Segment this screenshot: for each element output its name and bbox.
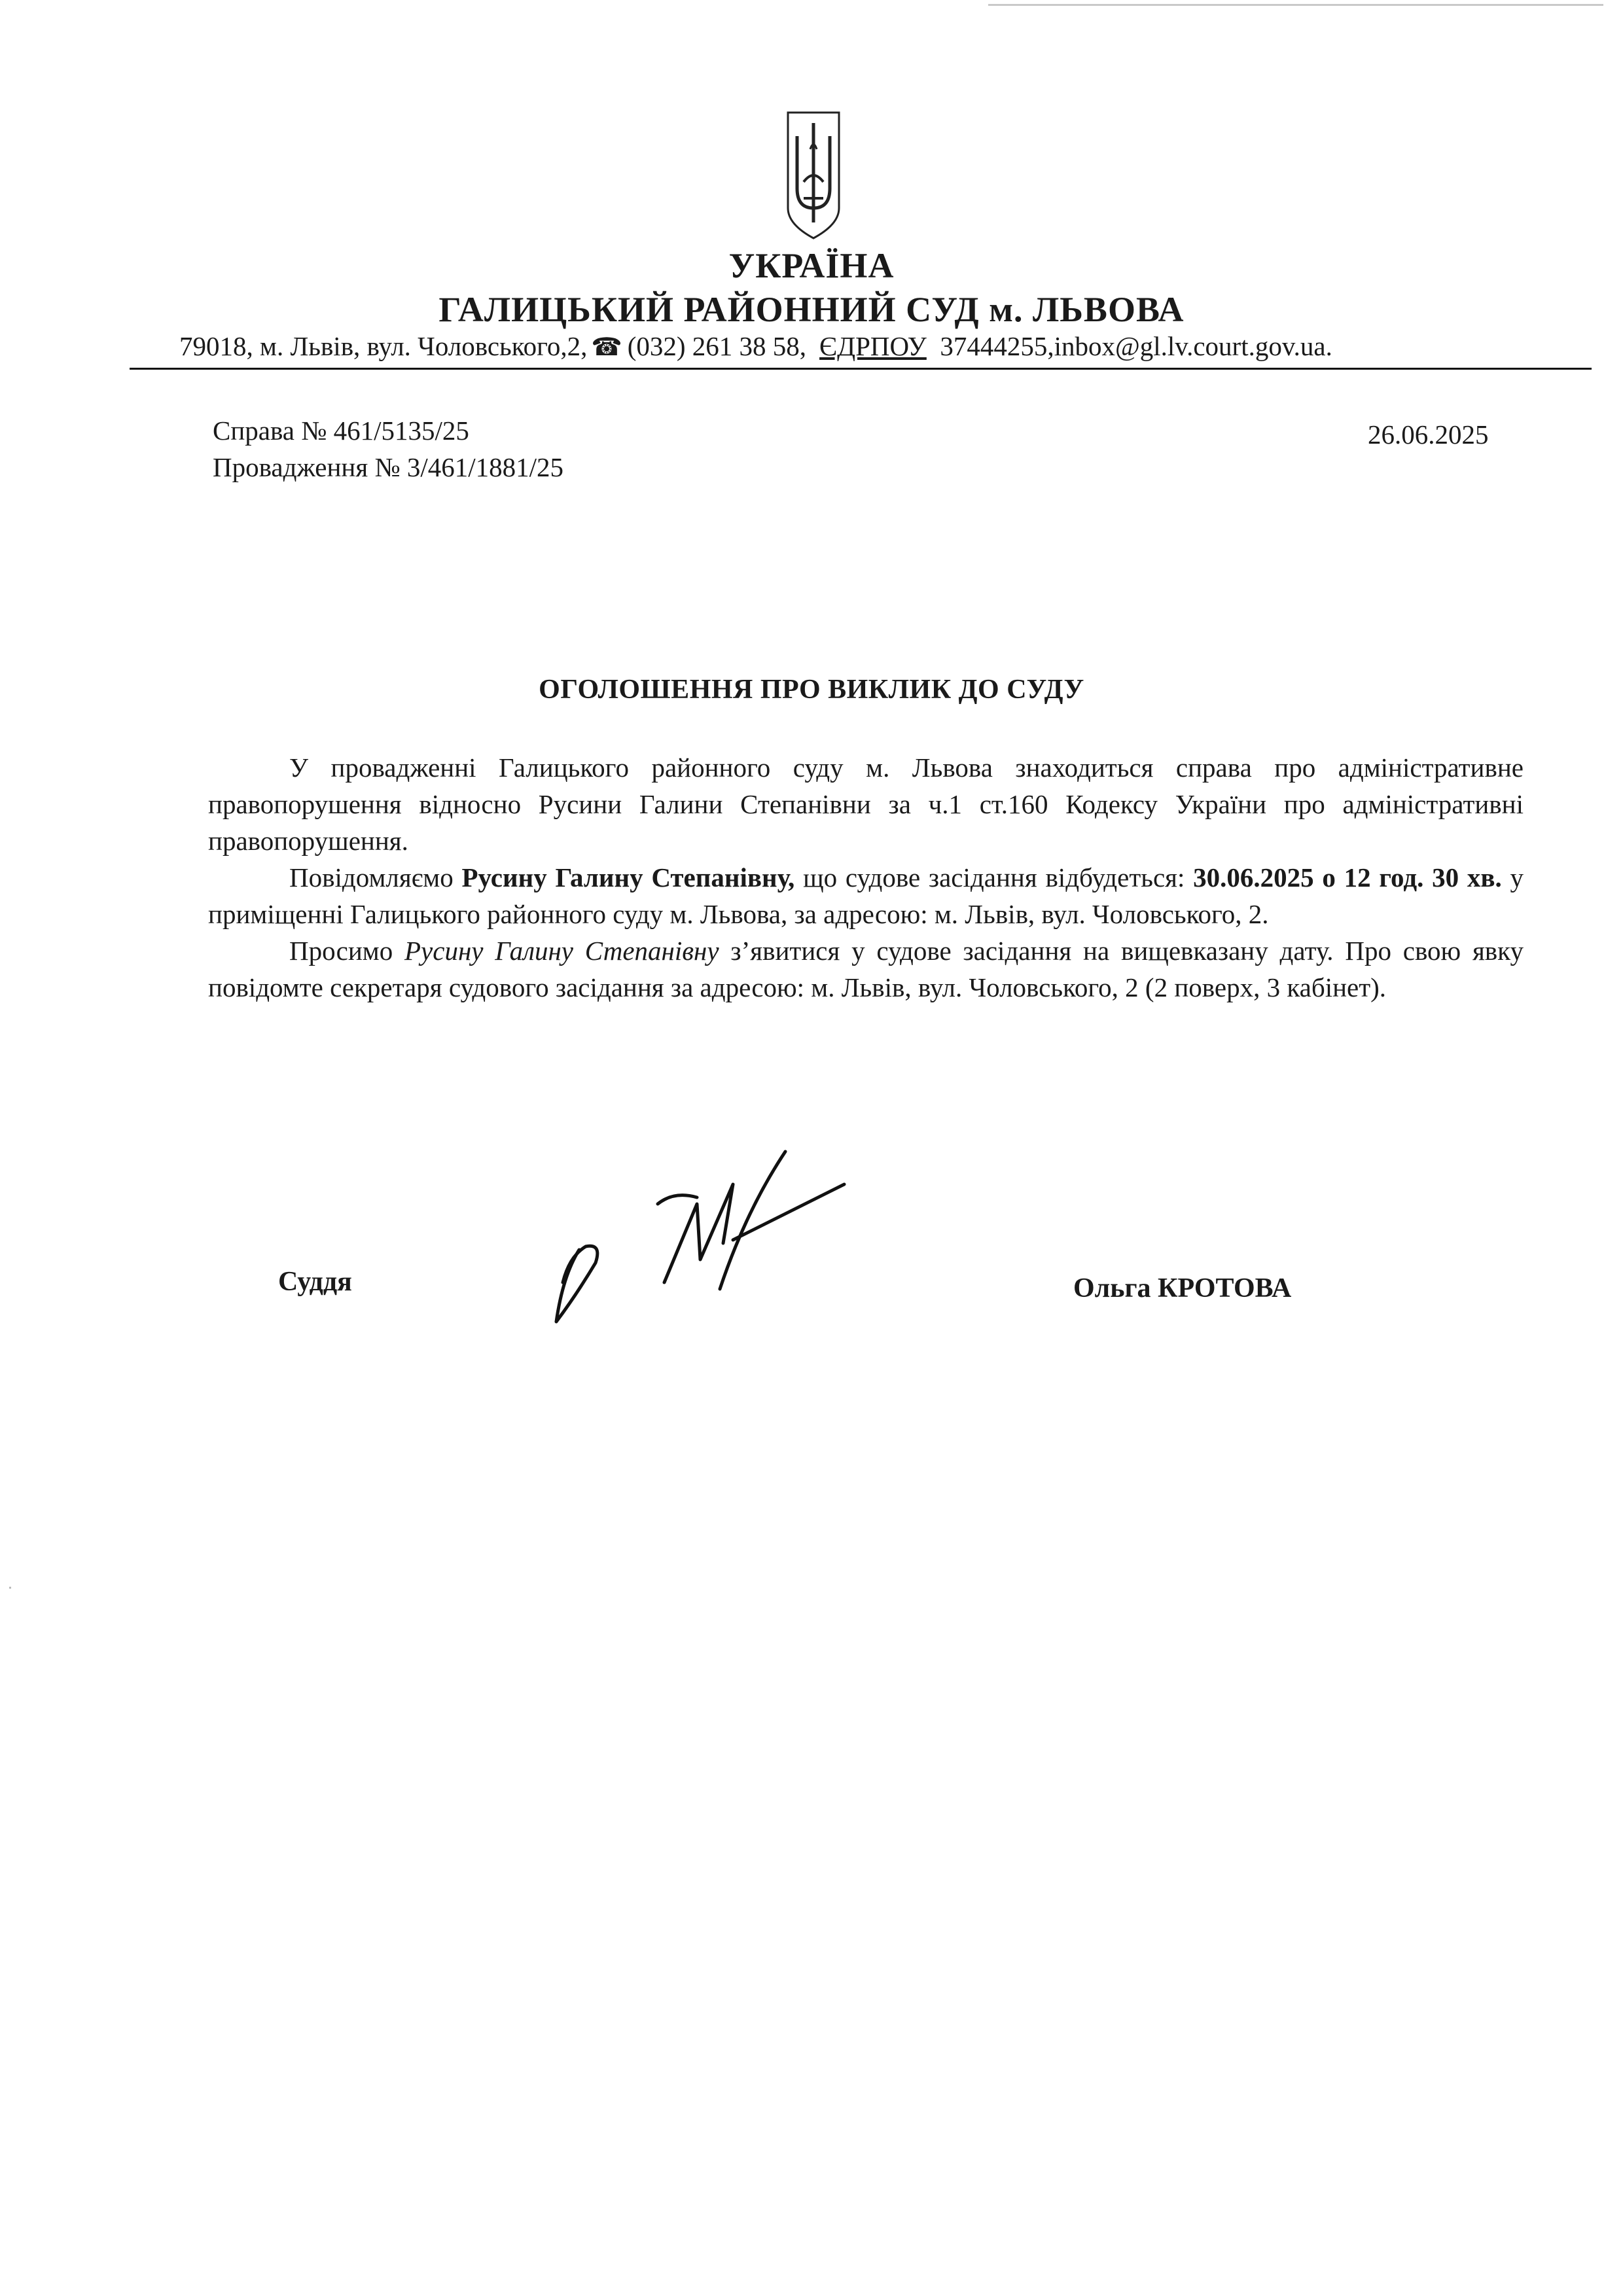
- p3-person-name: Русину Галину Степанівну: [404, 936, 719, 966]
- address-text: 79018, м. Львів, вул. Чоловського,2,: [179, 331, 588, 361]
- p2-mid: що судове засідання відбудеться:: [794, 862, 1194, 892]
- p3-end: з’явитися у судове засідання на вищевказану дату. Про свою явку повідомте секретаря судового засідання за адресою: м. Львів, вул. Чоловського, 2 (2 поверх, 3 кабінет).: [208, 936, 1524, 1002]
- phone-number: (032) 261 38 58,: [627, 331, 807, 361]
- telephone-icon: ☎: [591, 334, 622, 361]
- document-body: [208, 749, 1524, 1006]
- court-name-heading: ГАЛИЦЬКИЙ РАЙОННИЙ СУД м. ЛЬВОВА: [438, 290, 1185, 329]
- document-date: 26.06.2025: [1368, 419, 1489, 450]
- scan-edge-line: [988, 4, 1603, 6]
- p2-start: Повідомляємо: [289, 862, 462, 892]
- p3-start: Просимо: [289, 936, 405, 966]
- paragraph-2: [208, 859, 1524, 932]
- document-title: ОГОЛОШЕННЯ ПРО ВИКЛИК ДО СУДУ: [539, 675, 1084, 705]
- country-heading: УКРАЇНА: [728, 246, 895, 285]
- scan-speck: [9, 1587, 11, 1589]
- paragraph-3: [208, 932, 1524, 1006]
- p2-end: у приміщенні Галицького районного суду м. Львова, за адресою: м. Львів, вул. Чоловського, 2.: [208, 862, 1524, 929]
- case-meta: [213, 412, 563, 486]
- signer-title: Суддя: [278, 1267, 352, 1297]
- proceeding-number: Провадження № 3/461/1881/25: [213, 452, 564, 482]
- court-address-line: [179, 330, 1593, 362]
- case-number: Справа № 461/5135/25: [213, 415, 469, 446]
- header-divider: [130, 368, 1592, 370]
- handwritten-signature: [537, 1125, 877, 1341]
- edrpou-label: ЄДРПОУ: [819, 331, 927, 361]
- trident-emblem-icon: [784, 110, 843, 241]
- signer-name: Ольга КРОТОВА: [1073, 1273, 1292, 1303]
- edrpou-and-email: 37444255,inbox@gl.lv.court.gov.ua.: [940, 331, 1332, 361]
- hearing-datetime: 30.06.2025 о 12 год. 30 хв.: [1193, 862, 1502, 892]
- p2-person-name: Русину Галину Степанівну,: [461, 862, 795, 892]
- paragraph-1: У провадженні Галицького районного суду м. Львова знаходиться справа про адміністративне правопорушення відносно Русини Галини Степанівни за ч.1 ст.160 Кодексу України про адміністративні правопорушення.: [208, 752, 1524, 856]
